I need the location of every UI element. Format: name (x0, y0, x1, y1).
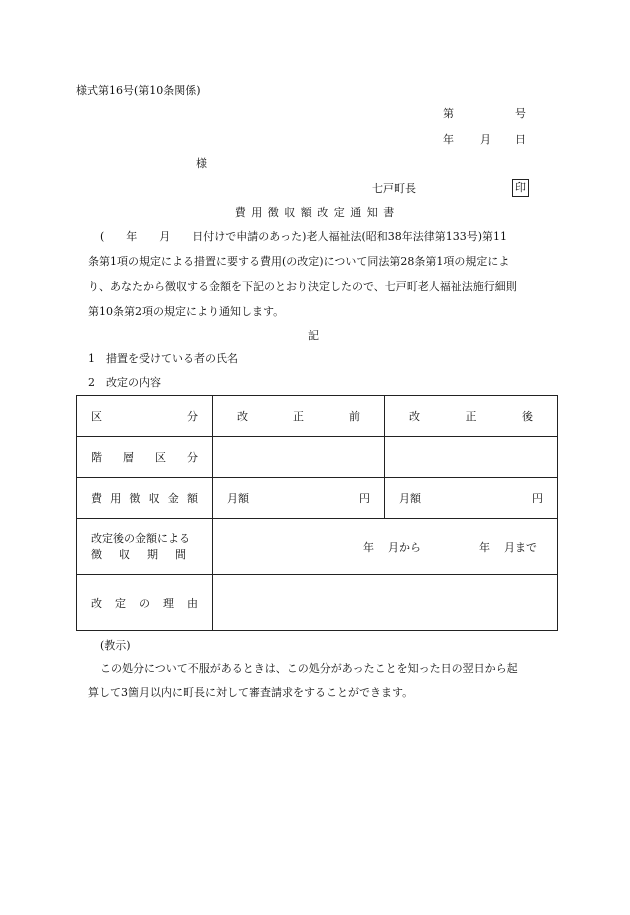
table-row (77, 437, 558, 478)
tier-before-cell[interactable] (213, 437, 385, 478)
item-1: 1 措置を受けている者の氏名 (88, 352, 238, 365)
tier-after-cell[interactable] (385, 437, 558, 478)
notice-line-2: 算して3箇月以内に町長に対して審査請求をすることができます。 (88, 686, 414, 699)
item-2: 2 改定の内容 (88, 376, 161, 389)
table-row (77, 575, 558, 631)
doc-number-prefix: 第 (443, 107, 454, 120)
body-line-2: 条第1項の規定による措置に要する費用(の改定)について同法第28条第1項の規定によ (88, 255, 510, 268)
table-row (77, 519, 558, 575)
period-cell[interactable]: 年 月から 年 月まで (213, 519, 558, 575)
date-month: 月 (480, 133, 491, 146)
amount-before-cell[interactable]: 月額 円 (213, 478, 385, 519)
amount-after-cell[interactable]: 月額 円 (385, 478, 558, 519)
addressee-suffix: 様 (196, 157, 207, 170)
body-line-4: 第10条第2項の規定により通知します。 (88, 305, 285, 318)
ki-heading: 記 (308, 329, 319, 342)
date-day: 日 (515, 133, 526, 146)
label-reason: 改 定 の 理 由 (77, 575, 213, 631)
revision-table (76, 395, 558, 631)
table-row (77, 478, 558, 519)
form-number: 様式第16号(第10条関係) (76, 84, 201, 97)
doc-number-suffix: 号 (515, 107, 526, 120)
date-year: 年 (443, 133, 454, 146)
notice-line-1: この処分について不服があるときは、この処分があったことを知った日の翌日から起 (100, 662, 518, 675)
reason-cell[interactable] (213, 575, 558, 631)
notice-heading: (教示) (100, 639, 131, 652)
seal-mark: 印 (512, 179, 529, 197)
header-category: 区 分 (77, 396, 213, 437)
body-line-1: ( 年 月 日付けで申請のあった)老人福祉法(昭和38年法律第133号)第11 (100, 230, 508, 243)
label-amount: 費 用 徴 収 金 額 (77, 478, 213, 519)
label-tier: 階 層 区 分 (77, 437, 213, 478)
header-before: 改 正 前 (213, 396, 385, 437)
table-header-row (77, 396, 558, 437)
label-period: 改定後の金額による 徴 収 期 間 (77, 519, 213, 575)
issuer-name: 七戸町長 (372, 182, 416, 195)
document-title: 費 用 徴 収 額 改 定 通 知 書 (234, 206, 396, 219)
body-line-3: り、あなたから徴収する金額を下記のとおり決定したので、七戸町老人福祉法施行細則 (88, 280, 517, 293)
header-after: 改 正 後 (385, 396, 558, 437)
